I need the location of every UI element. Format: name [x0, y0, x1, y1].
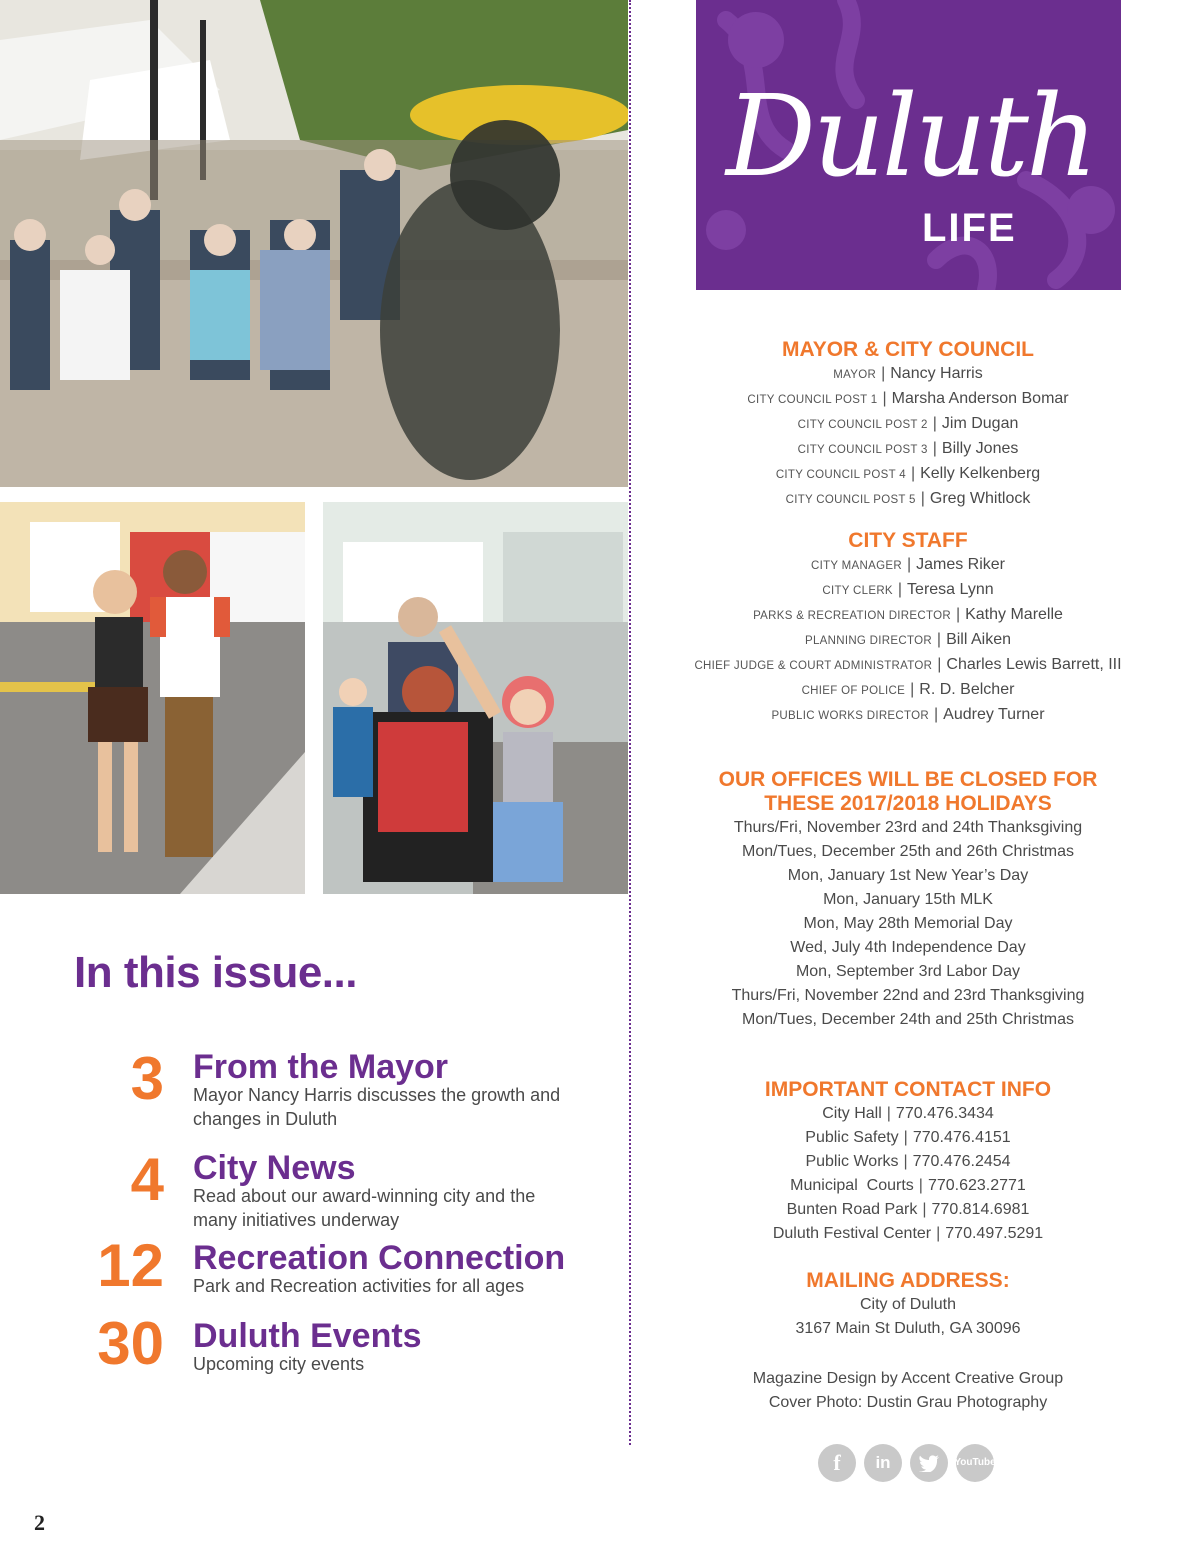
holiday-row: Mon/Tues, December 25th and 26th Christmas — [741, 843, 1074, 860]
mailing-line: City of Duluth — [859, 1296, 957, 1313]
holiday-row: Thurs/Fri, November 22nd and 23rd Thanksgiving — [731, 987, 1085, 1004]
staff-row: PARKS & RECREATION DIRECTOR | Kathy Marelle — [753, 606, 1063, 623]
phone-number[interactable]: 770.497.5291 — [945, 1225, 1044, 1242]
staff-row: PUBLIC WORKS DIRECTOR | Audrey Turner — [771, 706, 1045, 723]
twitter-icon[interactable] — [910, 1444, 948, 1482]
holiday-row: Mon/Tues, December 24th and 25th Christmas — [741, 1011, 1074, 1028]
phone-number[interactable]: 770.476.2454 — [912, 1153, 1011, 1170]
photo-credit: Cover Photo: Dustin Grau Photography — [768, 1394, 1048, 1411]
logo-script-text: Duluth — [726, 72, 1096, 202]
contact-row: City Hall | 770.476.3434 — [822, 1105, 994, 1122]
contact-row: Municipal Courts | 770.623.2771 — [790, 1177, 1026, 1194]
issue-description: Upcoming city events — [193, 1354, 365, 1374]
couple-walking-photo — [0, 502, 305, 894]
phone-number[interactable]: 770.476.3434 — [895, 1105, 994, 1122]
logo-subtitle: LIFE — [922, 206, 1017, 250]
issue-page-number: 4 — [130, 1146, 164, 1213]
staff-row: PLANNING DIRECTOR | Bill Aiken — [804, 631, 1011, 648]
contact-row: Bunten Road Park | 770.814.6981 — [786, 1201, 1030, 1218]
issue-item-city-news[interactable] — [0, 1148, 620, 1238]
holiday-row: Wed, July 4th Independence Day — [790, 939, 1026, 956]
holiday-row: Mon, January 15th MLK — [823, 891, 993, 908]
issue-item-from-the-mayor[interactable] — [0, 1047, 620, 1137]
contact-row: Public Safety | 770.476.4151 — [805, 1129, 1011, 1146]
mailing-heading: MAILING ADDRESS: — [806, 1269, 1010, 1292]
credits-section — [640, 1367, 1176, 1415]
council-section — [640, 338, 1176, 512]
bubbles-festival-photo — [323, 502, 628, 894]
mailing-section — [640, 1269, 1176, 1341]
council-heading: MAYOR & CITY COUNCIL — [781, 338, 1035, 361]
staff-heading: CITY STAFF — [848, 529, 968, 552]
contact-row: Duluth Festival Center | 770.497.5291 — [772, 1225, 1044, 1242]
issue-title[interactable]: Recreation Connection — [193, 1239, 566, 1277]
council-row: CITY COUNCIL POST 4 | Kelly Kelkenberg — [775, 465, 1041, 482]
contact-row: Public Works | 770.476.2454 — [805, 1153, 1011, 1170]
linkedin-icon[interactable]: in — [864, 1444, 902, 1482]
council-row: CITY COUNCIL POST 1 | Marsha Anderson Bomar — [747, 390, 1069, 407]
duluth-life-logo — [696, 0, 1121, 290]
festival-crowd-photo — [0, 0, 628, 487]
phone-number[interactable]: 770.814.6981 — [931, 1201, 1030, 1218]
issue-title[interactable]: City News — [193, 1149, 356, 1187]
holiday-row: Mon, January 1st New Year’s Day — [787, 867, 1029, 884]
twitter-bird-glyph — [919, 1455, 939, 1472]
social-links — [818, 1444, 994, 1482]
contact-section — [640, 1078, 1176, 1246]
holidays-heading-line-2: THESE 2017/2018 HOLIDAYS — [764, 792, 1052, 815]
council-row: CITY COUNCIL POST 5 | Greg Whitlock — [785, 490, 1031, 507]
issue-description: Mayor Nancy Harris discusses the growth and changes in Duluth — [193, 1085, 561, 1129]
council-row: CITY COUNCIL POST 2 | Jim Dugan — [797, 415, 1019, 432]
staff-row: CITY CLERK | Teresa Lynn — [822, 581, 994, 598]
issue-page-number: 12 — [97, 1232, 164, 1299]
issue-heading: In this issue... — [74, 948, 357, 997]
staff-row: CITY MANAGER | James Riker — [811, 556, 1005, 573]
staff-row: CHIEF JUDGE & COURT ADMINISTRATOR | Charles Lewis Barrett, III — [694, 656, 1122, 673]
phone-number[interactable]: 770.623.2771 — [927, 1177, 1026, 1194]
column-divider — [629, 0, 631, 1445]
council-row: MAYOR | Nancy Harris — [833, 365, 983, 382]
issue-page-number: 3 — [130, 1045, 164, 1112]
holidays-section — [640, 768, 1176, 1032]
mailing-line: 3167 Main St Duluth, GA 30096 — [795, 1320, 1021, 1337]
staff-row: CHIEF OF POLICE | R. D. Belcher — [801, 681, 1015, 698]
issue-item-duluth-events[interactable] — [0, 1310, 620, 1406]
design-credit: Magazine Design by Accent Creative Group — [752, 1370, 1064, 1387]
contact-heading: IMPORTANT CONTACT INFO — [764, 1078, 1052, 1101]
issue-description: Park and Recreation activities for all ages — [193, 1276, 525, 1296]
issue-title[interactable]: From the Mayor — [193, 1048, 449, 1086]
holiday-row: Thurs/Fri, November 23rd and 24th Thanksgiving — [733, 819, 1083, 836]
page-number: 2 — [34, 1510, 45, 1535]
issue-page-number: 30 — [97, 1310, 164, 1377]
holiday-row: Mon, September 3rd Labor Day — [795, 963, 1021, 980]
phone-number[interactable]: 770.476.4151 — [912, 1129, 1011, 1146]
issue-description: Read about our award-winning city and the many initiatives underway — [193, 1186, 536, 1230]
facebook-icon[interactable]: f — [818, 1444, 856, 1482]
issue-item-recreation-connection[interactable] — [0, 1232, 620, 1328]
staff-section — [640, 529, 1176, 728]
issue-title[interactable]: Duluth Events — [193, 1317, 422, 1355]
holidays-heading-line-1: OUR OFFICES WILL BE CLOSED FOR — [718, 768, 1098, 791]
holiday-row: Mon, May 28th Memorial Day — [803, 915, 1013, 932]
youtube-icon[interactable]: You Tube — [956, 1444, 994, 1482]
council-row: CITY COUNCIL POST 3 | Billy Jones — [797, 440, 1019, 457]
